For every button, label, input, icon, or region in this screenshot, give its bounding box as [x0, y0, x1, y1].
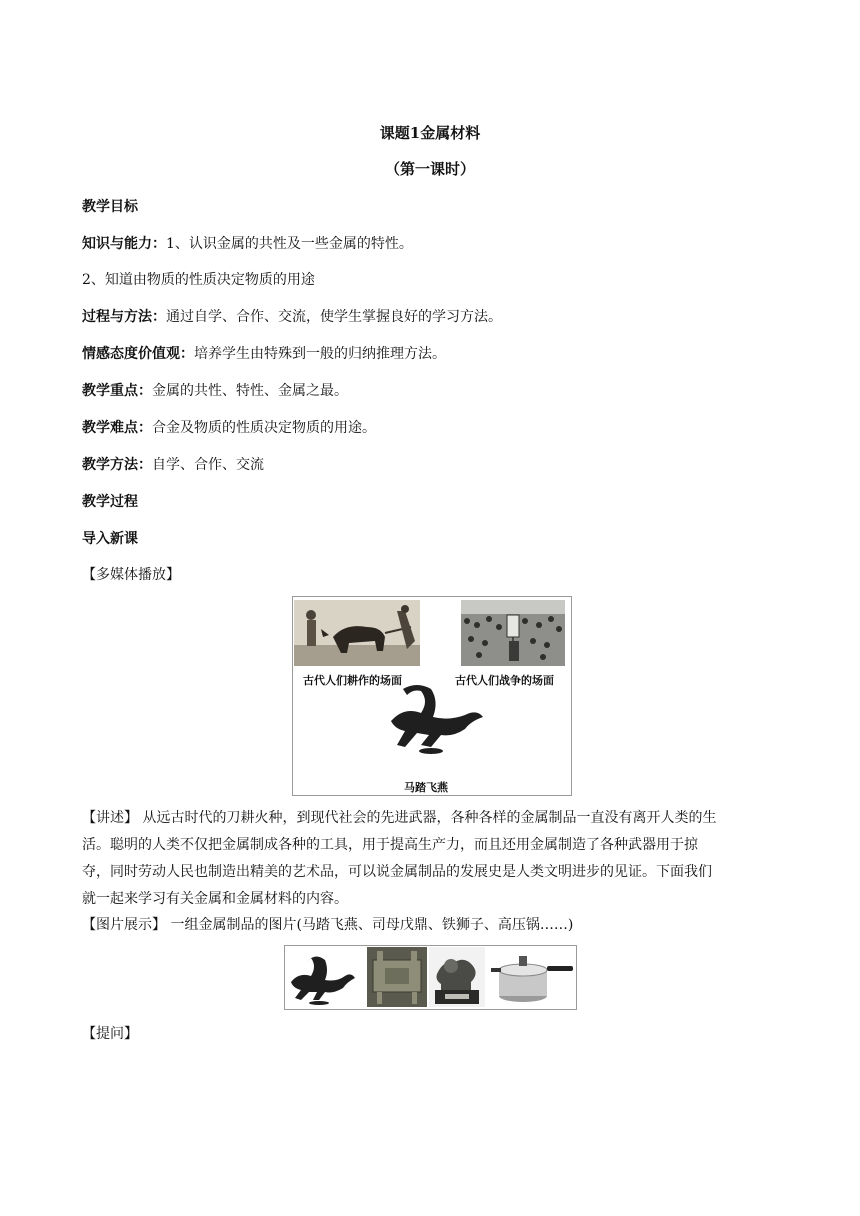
key-point-text: 金属的共性、特性、金属之最。 — [152, 383, 348, 399]
emotion-label: 情感态度价值观： — [82, 346, 194, 362]
multimedia-label: 【多媒体播放】 — [82, 567, 180, 583]
ding-cauldron-image — [367, 947, 427, 1007]
war-photo — [461, 600, 565, 666]
flying-horse-figure — [391, 685, 483, 754]
pressure-cooker-image — [491, 956, 573, 1002]
lecture-line: 夺，同时劳动人民也制造出精美的艺术品，可以说金属制品的发展史是人类文明进步的见证。下面我们 — [82, 864, 712, 880]
knowledge-objective-2: 2、知道由物质的性质决定物质的用途 — [82, 272, 315, 288]
emotion-objective — [82, 343, 446, 363]
metal-products-art — [285, 946, 576, 1009]
lecture-paragraph — [82, 805, 782, 913]
history-figure — [292, 596, 572, 796]
difficulty-label: 教学难点： — [82, 420, 152, 436]
teaching-method — [82, 454, 264, 474]
lecture-line: 活。聪明的人类不仅把金属制成各种的工具，用于提高生产力，而且还用金属制造了各种武器用于掠 — [82, 837, 698, 853]
lesson-title: 课题1金属材料 — [379, 124, 481, 142]
caption-war: 古代人们战争的场面 — [455, 674, 554, 687]
horse-statue-image — [291, 956, 355, 1005]
process-heading: 教学过程 — [82, 494, 138, 510]
difficulty-text: 合金及物质的性质决定物质的用途。 — [152, 420, 376, 436]
key-point — [82, 380, 348, 400]
knowledge-text: 1、认识金属的共性及一些金属的特性。 — [166, 236, 413, 252]
farming-photo — [294, 600, 420, 666]
caption-farming: 古代人们耕作的场面 — [303, 674, 402, 687]
process-text: 通过自学、合作、交流，使学生掌握良好的学习方法。 — [166, 309, 502, 325]
objectives-heading: 教学目标 — [82, 199, 138, 215]
history-figure-art — [293, 597, 571, 795]
caption-horse: 马踏飞燕 — [404, 781, 448, 794]
picture-show-text: 【图片展示】 一组金属制品的图片(马踏飞燕、司母戊鼎、铁狮子、高压锅……) — [82, 917, 574, 933]
question-label: 【提问】 — [82, 1026, 138, 1042]
key-point-label: 教学重点： — [82, 383, 152, 399]
process-objective — [82, 306, 502, 326]
lesson-subtitle: （第一课时） — [384, 160, 475, 178]
process-label: 过程与方法： — [82, 309, 166, 325]
intro-heading: 导入新课 — [82, 531, 138, 547]
lecture-line: 【讲述】 从远古时代的刀耕火种，到现代社会的先进武器，各种各样的金属制品一直没有离开人类的生 — [82, 810, 717, 826]
iron-lion-image — [429, 947, 485, 1007]
knowledge-objective — [82, 233, 413, 253]
method-text: 自学、合作、交流 — [152, 457, 264, 473]
method-label: 教学方法： — [82, 457, 152, 473]
emotion-text: 培养学生由特殊到一般的归纳推理方法。 — [194, 346, 446, 362]
difficulty — [82, 417, 376, 437]
lecture-line: 就一起来学习有关金属和金属材料的内容。 — [82, 891, 348, 907]
knowledge-label: 知识与能力： — [82, 236, 166, 252]
metal-products-figure — [284, 945, 577, 1010]
